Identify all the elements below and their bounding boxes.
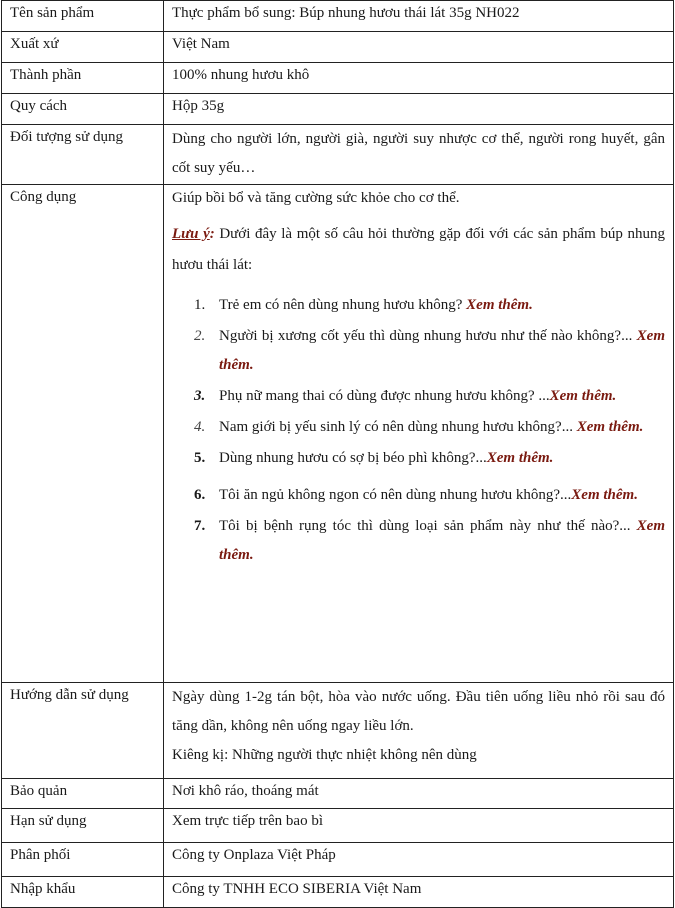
label-target-users: Đối tượng sử dụng <box>2 125 164 185</box>
label-distributor: Phân phối <box>2 843 164 877</box>
label-importer: Nhập khẩu <box>2 877 164 908</box>
row-origin <box>2 32 674 63</box>
benefits-note <box>172 219 665 281</box>
faq-question: Tôi ăn ngủ không ngon có nên dùng nhung hươu không?... <box>219 487 572 503</box>
usage-instructions: Ngày dùng 1-2g tán bột, hòa vào nước uống. Đầu tiên uống liều nhỏ rồi sau đó tăng dần, không nên uống ngay liều lớn. <box>172 689 665 734</box>
faq-question: Dùng nhung hươu có sợ bị béo phì không?... <box>219 450 487 466</box>
row-ingredients <box>2 63 674 94</box>
faq-question: Phụ nữ mang thai có dùng được nhung hươu không? ... <box>219 388 550 404</box>
faq-question: Tôi bị bệnh rụng tóc thì dùng loại sản phẩm này như thế nào?... <box>219 518 637 534</box>
value-product-name: Thực phẩm bổ sung: Búp nhung hươu thái lát 35g NH022 <box>164 1 674 32</box>
row-distributor <box>2 843 674 877</box>
value-importer: Công ty TNHH ECO SIBERIA Việt Nam <box>164 877 674 908</box>
label-benefits: Công dụng <box>2 185 164 683</box>
value-ingredients: 100% nhung hươu khô <box>164 63 674 94</box>
faq-item <box>172 512 665 570</box>
note-label: Lưu ý <box>172 226 210 242</box>
faq-see-more-link[interactable]: Xem thêm. <box>219 328 665 373</box>
label-expiry: Hạn sử dụng <box>2 809 164 843</box>
faq-see-more-link[interactable]: Xem thêm. <box>571 487 638 503</box>
value-origin: Việt Nam <box>164 32 674 63</box>
row-importer <box>2 877 674 908</box>
value-usage <box>164 683 674 779</box>
row-benefits <box>2 185 674 683</box>
row-storage <box>2 779 674 809</box>
faq-see-more-link[interactable]: Xem thêm. <box>549 388 617 404</box>
benefits-intro: Giúp bồi bổ và tăng cường sức khỏe cho cơ thể. <box>172 190 460 206</box>
value-packaging: Hộp 35g <box>164 94 674 125</box>
label-product-name: Tên sản phẩm <box>2 1 164 32</box>
faq-item <box>172 382 665 411</box>
faq-item <box>172 291 665 320</box>
label-packaging: Quy cách <box>2 94 164 125</box>
faq-number: 7. <box>194 518 206 534</box>
faq-see-more-link[interactable]: Xem thêm. <box>219 518 665 563</box>
faq-number: 2. <box>194 328 206 344</box>
usage-contraindication: Kiêng kị: Những người thực nhiệt không nên dùng <box>172 747 477 763</box>
product-spec-table <box>1 0 674 908</box>
faq-number: 6. <box>194 487 206 503</box>
faq-question: Nam giới bị yếu sinh lý có nên dùng nhung hươu không?... <box>219 419 577 435</box>
value-benefits <box>164 185 674 683</box>
label-usage: Hướng dẫn sử dụng <box>2 683 164 779</box>
value-storage: Nơi khô ráo, thoáng mát <box>164 779 674 809</box>
row-usage <box>2 683 674 779</box>
label-ingredients: Thành phần <box>2 63 164 94</box>
value-expiry: Xem trực tiếp trên bao bì <box>164 809 674 843</box>
note-colon: : <box>209 226 215 242</box>
faq-number: 5. <box>194 450 206 466</box>
value-target-users: Dùng cho người lớn, người già, người suy nhược cơ thể, người rong huyết, gân cốt suy yếu… <box>164 125 674 185</box>
faq-question: Trẻ em có nên dùng nhung hươu không? <box>219 297 467 313</box>
faq-item <box>172 481 665 510</box>
label-origin: Xuất xứ <box>2 32 164 63</box>
label-storage: Bảo quản <box>2 779 164 809</box>
faq-see-more-link[interactable]: Xem thêm. <box>576 419 644 435</box>
note-text: Dưới đây là một số câu hỏi thường gặp đối với các sản phẩm búp nhung hươu thái lát: <box>172 226 665 273</box>
faq-number: 3. <box>194 388 206 404</box>
row-packaging <box>2 94 674 125</box>
row-target-users <box>2 125 674 185</box>
faq-item <box>172 444 665 473</box>
row-product-name <box>2 1 674 32</box>
faq-see-more-link[interactable]: Xem thêm. <box>466 297 533 313</box>
faq-number: 1. <box>194 297 206 313</box>
faq-question: Người bị xương cốt yếu thì dùng nhung hươu như thế nào không?... <box>219 328 637 344</box>
row-expiry <box>2 809 674 843</box>
faq-item <box>172 413 665 442</box>
faq-see-more-link[interactable]: Xem thêm. <box>486 450 554 466</box>
faq-number: 4. <box>194 419 206 435</box>
faq-list <box>172 291 665 570</box>
faq-item <box>172 322 665 380</box>
value-distributor: Công ty Onplaza Việt Pháp <box>164 843 674 877</box>
